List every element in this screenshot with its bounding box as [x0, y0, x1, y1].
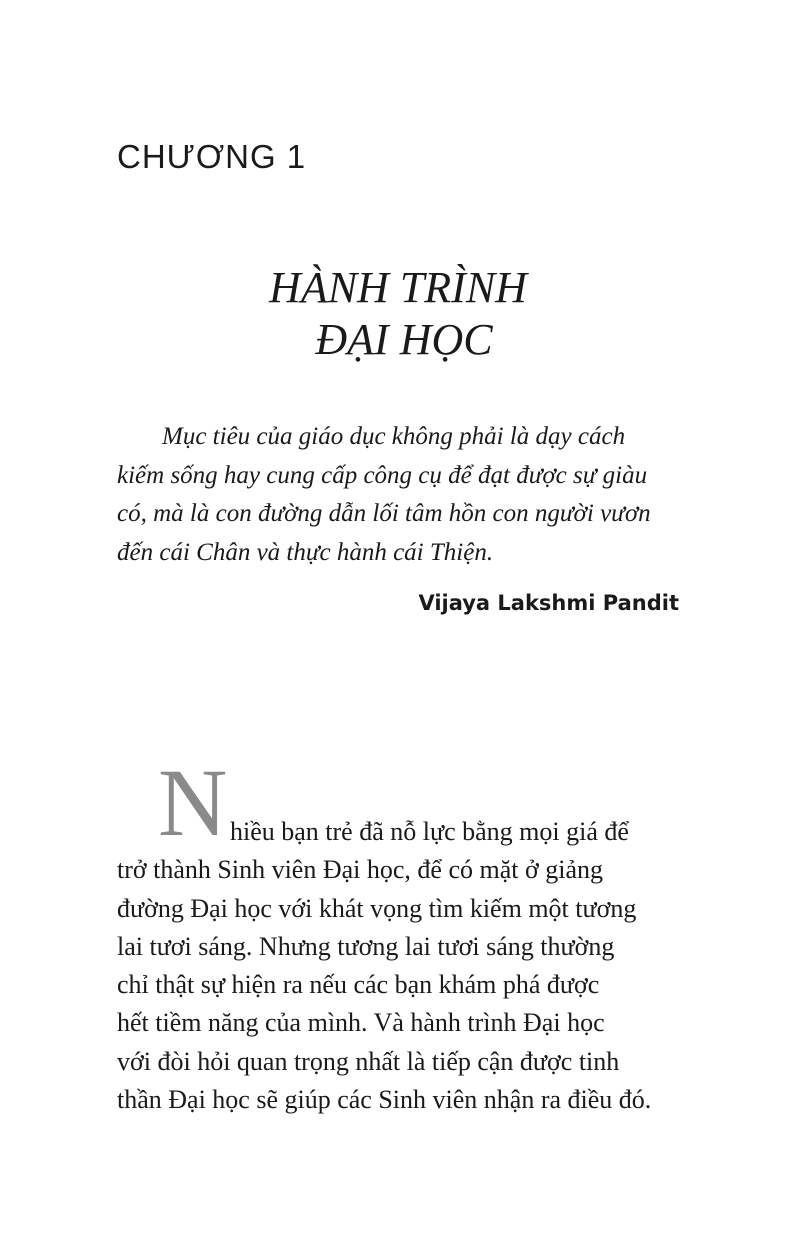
body-line: với đòi hỏi quan trọng nhất là tiếp cận được tinh — [117, 1046, 620, 1076]
drop-cap: N — [158, 749, 228, 856]
epigraph-line: Mục tiêu của giáo dục không phải là dạy cách — [162, 423, 626, 450]
body-line: thần Đại học sẽ giúp các Sinh viên nhận ra điều đó. — [117, 1085, 652, 1115]
epigraph-quote — [117, 418, 687, 572]
epigraph-line: đến cái Chân và thực hành cái Thiện. — [117, 538, 494, 566]
chapter-label: CHƯƠNG 1 — [117, 138, 307, 175]
chapter-title-line-2: ĐẠI HỌC — [315, 315, 493, 364]
body-line: lai tươi sáng. Nhưng tương lai tươi sáng thường — [117, 931, 615, 961]
body-line: chỉ thật sự hiện ra nếu các bạn khám phá được — [117, 970, 600, 1000]
body-line: hết tiềm năng của mình. Và hành trình Đại học — [117, 1008, 605, 1038]
chapter-title-line-1: HÀNH TRÌNH — [269, 263, 527, 312]
epigraph-line: kiếm sống hay cung cấp công cụ để đạt được sự giàu — [117, 461, 648, 489]
body-line: đường Đại học với khát vọng tìm kiếm một tương — [117, 893, 637, 923]
epigraph-attribution: Vijaya Lakshmi Pandit — [418, 591, 679, 615]
epigraph-line: có, mà là con đường dẫn lối tâm hồn con người vươn — [117, 500, 651, 527]
body-paragraph — [117, 813, 687, 1119]
body-line: hiều bạn trẻ đã nỗ lực bằng mọi giá để — [230, 817, 629, 846]
body-line: trở thành Sinh viên Đại học, để có mặt ở giảng — [117, 855, 604, 885]
